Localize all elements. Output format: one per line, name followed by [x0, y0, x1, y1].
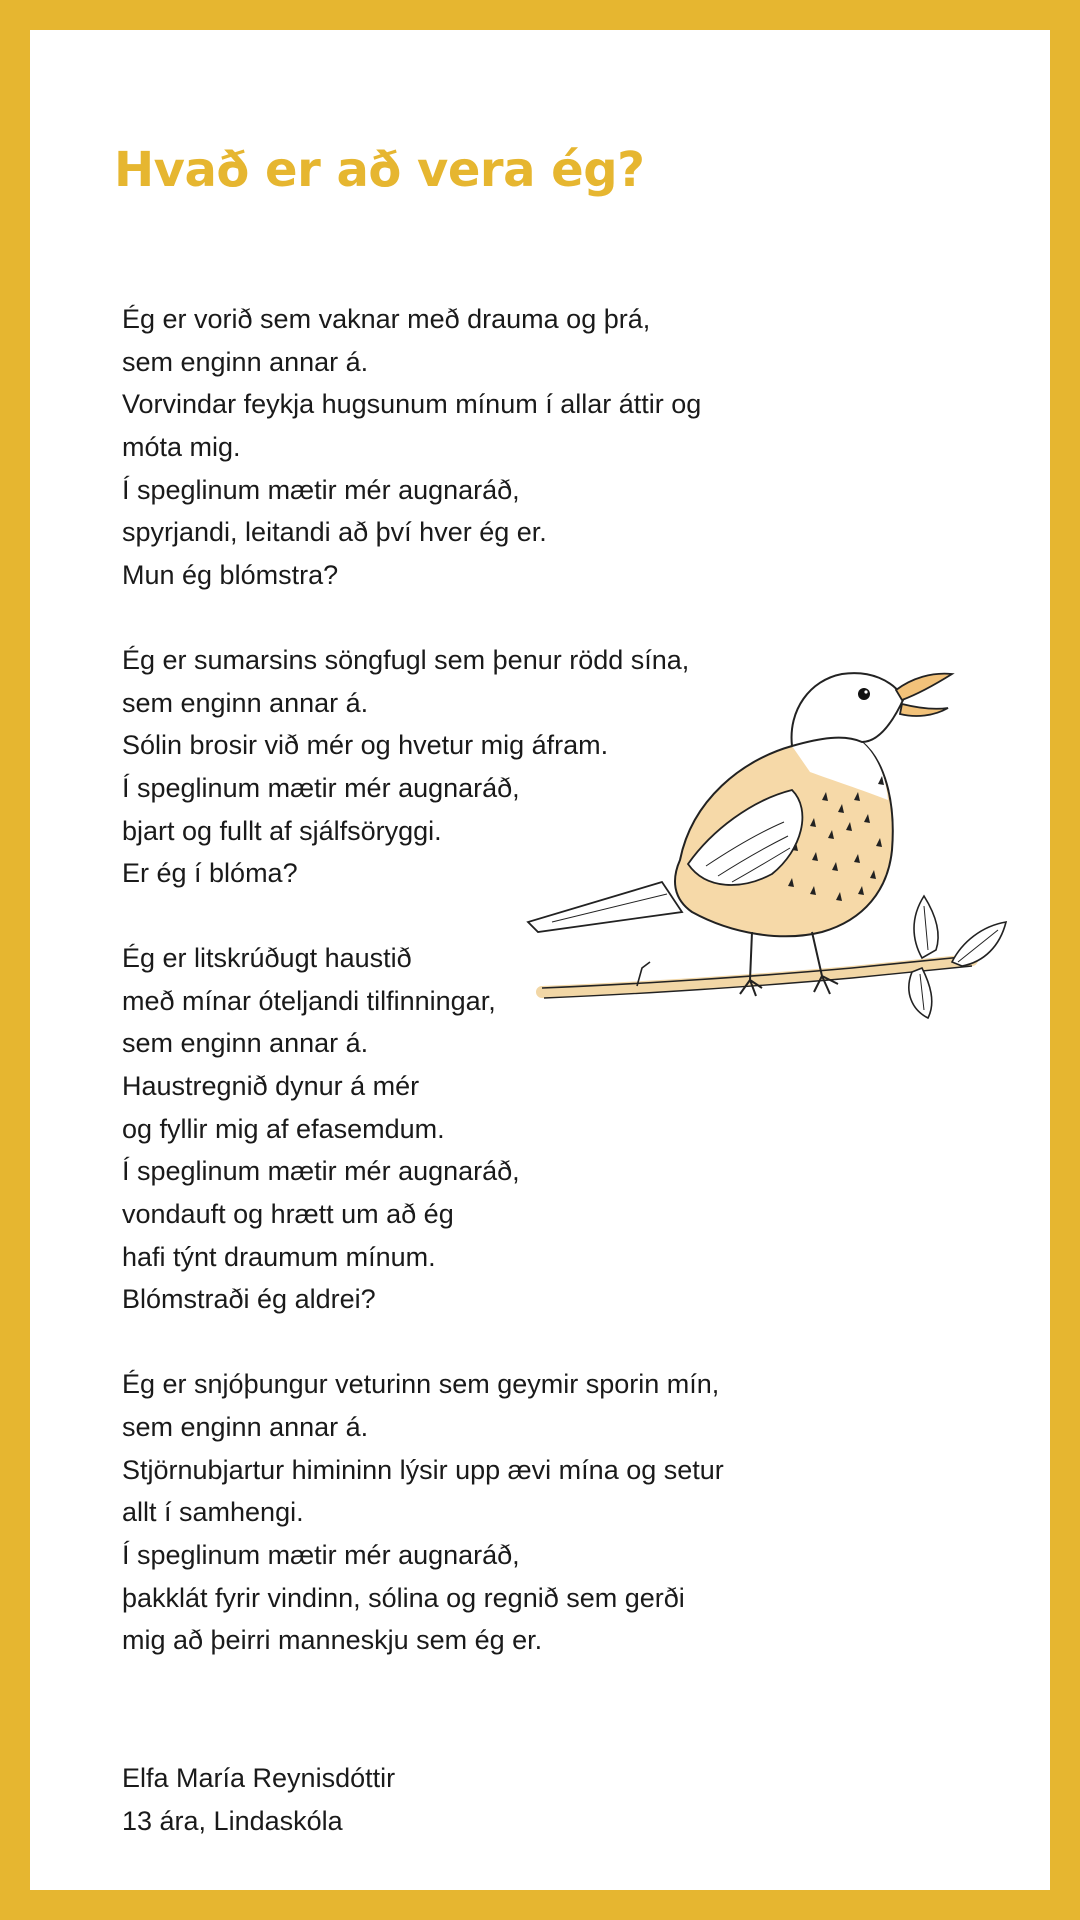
poem-line: mig að þeirri manneskju sem ég er. [122, 1625, 543, 1656]
poem-line: Ég er snjóþungur veturinn sem geymir sporin mín, [122, 1369, 720, 1400]
poem-line: Sólin brosir við mér og hvetur mig áfram. [122, 730, 609, 761]
poem-line: Í speglinum mætir mér augnaráð, [122, 1539, 520, 1570]
stanza-winter [122, 1363, 882, 1662]
poem-line: og fyllir mig af efasemdum. [122, 1113, 445, 1144]
poem-line: Ég er litskrúðugt haustið [122, 942, 412, 973]
poem-line: Ég er sumarsins söngfugl sem þenur rödd sína, [122, 644, 690, 675]
author-block [122, 1757, 395, 1843]
poem-line: sem enginn annar á. [122, 1028, 369, 1059]
poem-line: allt í samhengi. [122, 1497, 304, 1528]
author-details: 13 ára, Lindaskóla [122, 1806, 343, 1836]
poem-line: Haustregnið dynur á mér [122, 1071, 420, 1101]
poem-line: vondauft og hrætt um að ég [122, 1199, 454, 1230]
poem-line: með mínar óteljandi tilfinningar, [122, 985, 496, 1016]
poem-line: Vorvindar feykja hugsunum mínum í allar áttir og [122, 389, 702, 420]
stanza-spring [122, 298, 882, 597]
poem-line: Í speglinum mætir mér augnaráð, [122, 474, 520, 505]
poem-line: Blómstraði ég aldrei? [122, 1284, 376, 1315]
poem-line: bjart og fullt af sjálfsöryggi. [122, 815, 442, 846]
poem-title: Hvað er að vera ég? [114, 142, 645, 198]
poem-line: Í speglinum mætir mér augnaráð, [122, 772, 520, 803]
songbird-on-branch-icon [492, 650, 1012, 1050]
poem-line: sem enginn annar á. [122, 1411, 369, 1442]
poem-line: sem enginn annar á. [122, 687, 369, 718]
poem-line: spyrjandi, leitandi að því hver ég er. [122, 517, 547, 548]
poem-line: hafi týnt draumum mínum. [122, 1241, 436, 1272]
page-frame [30, 30, 1050, 1890]
poem-line: Mun ég blómstra? [122, 560, 339, 591]
poem-line: sem enginn annar á. [122, 346, 369, 377]
author-name: Elfa María Reynisdóttir [122, 1763, 396, 1793]
poem-line: Ég er vorið sem vaknar með drauma og þrá, [122, 304, 651, 334]
poem-line: Er ég í blóma? [122, 858, 298, 889]
poem-line: móta mig. [122, 432, 241, 463]
poem-line: Í speglinum mætir mér augnaráð, [122, 1156, 520, 1187]
poem-line: þakklát fyrir vindinn, sólina og regnið sem gerði [122, 1582, 685, 1613]
poem-line: Stjörnubjartur himininn lýsir upp ævi mína og setur [122, 1454, 724, 1485]
